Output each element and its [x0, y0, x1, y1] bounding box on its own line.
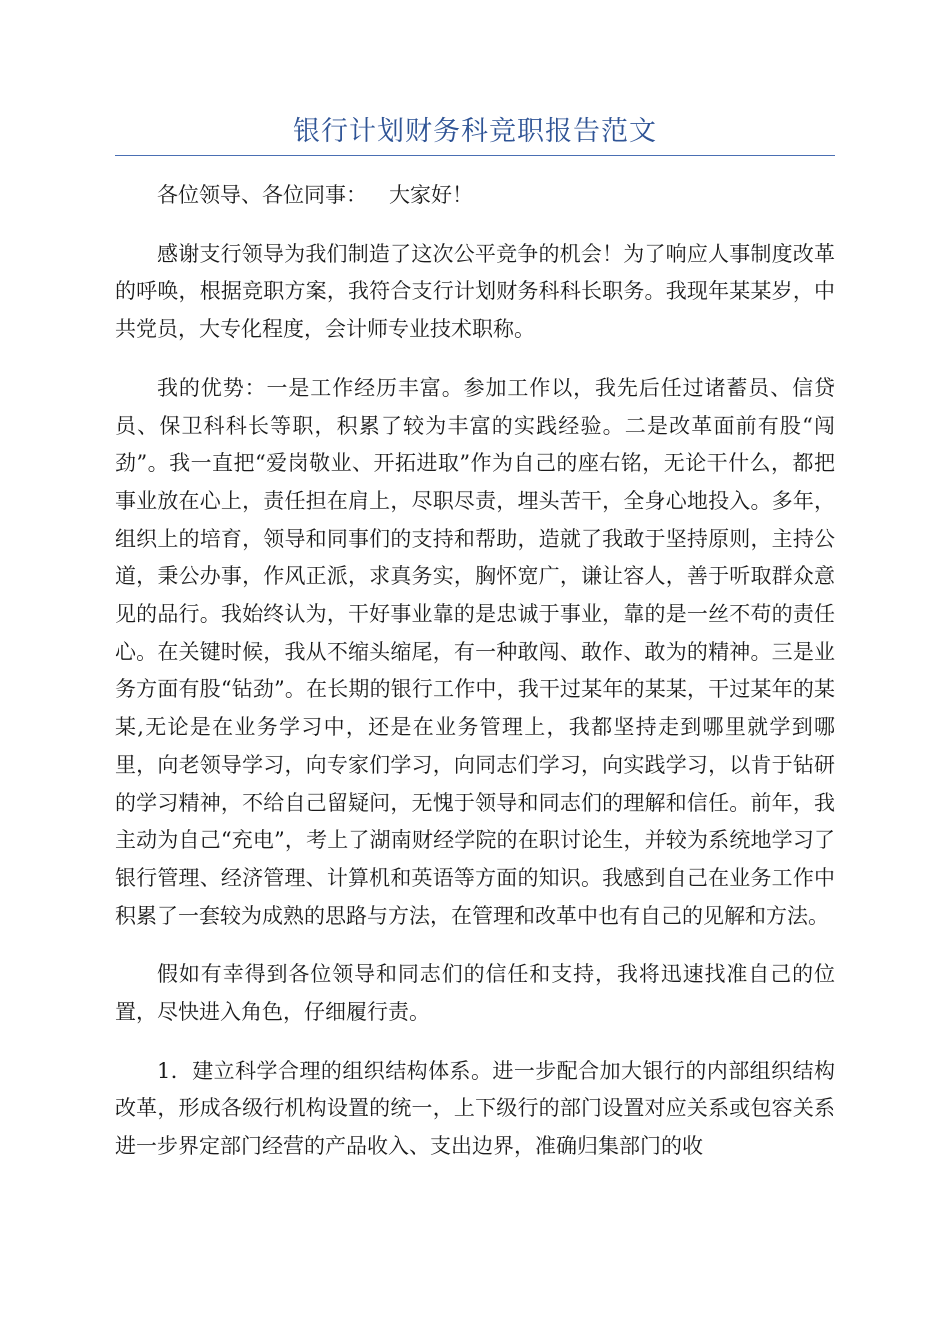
paragraph-thanks: 感谢支行领导为我们制造了这次公平竞争的机会！为了响应人事制度改革的呼唤，根据竞职方案，我符合支行计划财务科科长职务。我现年某某岁，中共党员，大专化程度，会计师专业技术职称。 [115, 241, 835, 342]
title-underline [115, 155, 835, 156]
paragraph-advantages: 我的优势：一是工作经历丰富。参加工作以，我先后任过诸蓄员、信贷员、保卫科科长等职，积累了较为丰富的实践经验。二是改革面前有股“闯劲”。我一直把“爱岗敬业、开拓进取”作为自己的座右铭，无论干什么，都把事业放在心上，责任担在肩上，尽职尽责，埋头苦干，全身心地投入。多年，组织上的培育，领导和同事们的支持和帮助，造就了我敢于坚持原则，主持公道，秉公办事，作风正派，求真务实，胸怀宽广，谦让容人，善于听取群众意见的品行。我始终认为，干好事业靠的是忠诚于事业，靠的是一丝不苟的责任心。在关键时候，我从不缩头缩尾，有一种敢闯、敢作、敢为的精神。三是业务方面有股“钻劲”。在长期的银行工作中，我干过某年的某某，干过某年的某某,无论是在业务学习中，还是在业务管理上，我都坚持走到哪里就学到哪里，向老领导学习，向专家们学习，向同志们学习，向实践学习，以肯于钻研的学习精神，不给自己留疑问，无愧于领导和同志们的理解和信任。前年，我主动为自己“充电”，考上了湖南财经学院的在职讨论生，并较为系统地学习了银行管理、经济管理、计算机和英语等方面的知识。我感到自己在业务工作中积累了一套较为成熟的思路与方法，在管理和改革中也有自己的见解和方法。 [115, 375, 835, 928]
greeting-line [115, 177, 835, 215]
greeting-salutation: 各位领导、各位同事： [157, 183, 367, 207]
greeting-hello: 大家好！ [389, 183, 473, 207]
paragraph-item-1: 1．建立科学合理的组织结构体系。进一步配合加大银行的内部组织结构改革，形成各级行机构设置的统一，上下级行的部门设置对应关系或包容关系进一步界定部门经营的产品收入、支出边界，准确归集部门的收 [115, 1058, 835, 1159]
document-body [115, 177, 835, 1187]
paragraph-commitment: 假如有幸得到各位领导和同志们的信任和支持，我将迅速找准自己的位置，尽快进入角色，仔细履行责。 [115, 962, 835, 1025]
document-title: 银行计划财务科竞职报告范文 [293, 116, 657, 147]
